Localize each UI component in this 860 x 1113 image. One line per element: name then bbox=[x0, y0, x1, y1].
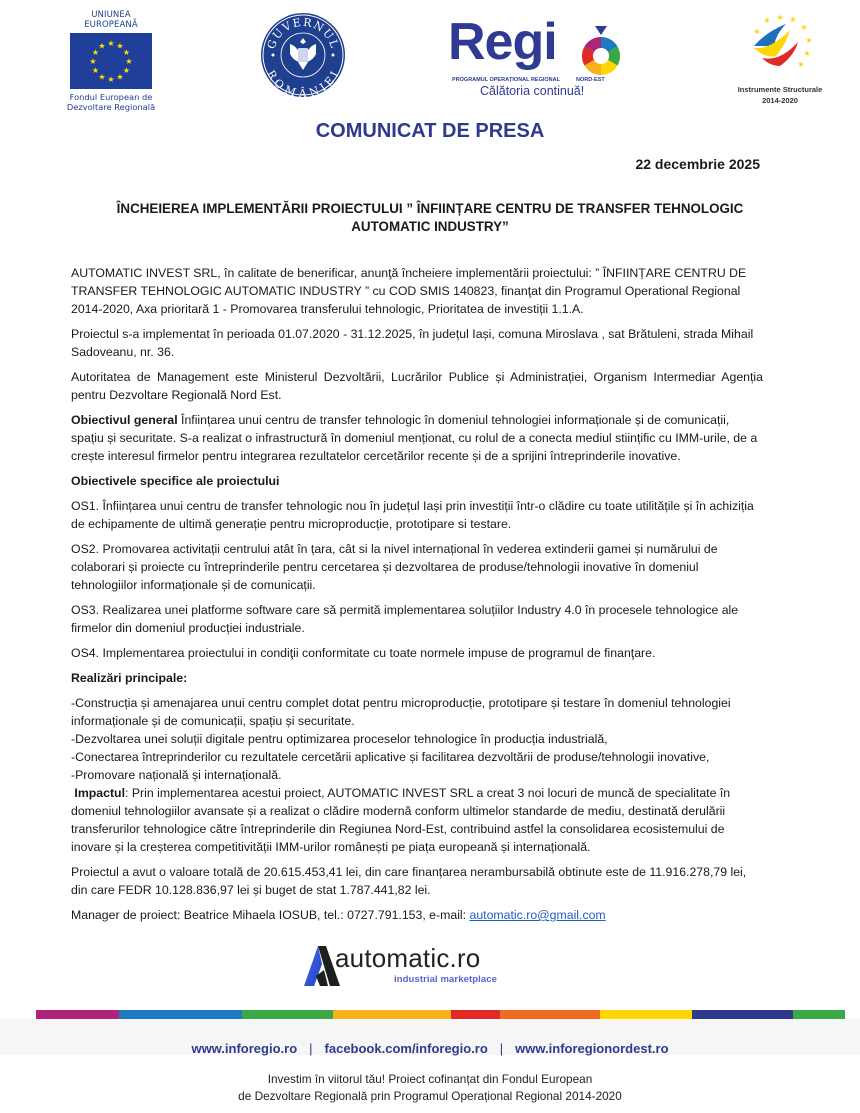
general-objective-text: Înființarea unui centru de transfer tehnologic în domeniul tehnologiei informaționale și de comunicații, spațiu și securitate. S-a realizat o infrastructură în domeniul menționat, cu rolul de a conecta mediul stiințific cu IMM-urile, de a crește interesul firmelor pentru integrarea rezultatelor cercetărilor recente și de a sprijini întreprinderile inovative. bbox=[71, 413, 758, 463]
eu-logo bbox=[66, 10, 156, 112]
eu-logo-top-text: UNIUNEA EUROPEANĂ bbox=[84, 10, 138, 30]
contact-text: Manager de proiect: Beatrice Mihaela IOSUB, tel.: 0727.791.153, e-mail: bbox=[71, 908, 470, 922]
footer-band-segment bbox=[600, 1010, 692, 1019]
achievements-list bbox=[71, 694, 763, 784]
budget-paragraph: Proiectul a avut o valoare totală de 20.615.453,41 lei, din care finanțarea nerambursabilă obtinute este de 11.916.278,79 lei, din care FEDR 10.128.836,97 lei și buget de stat 1.787.441,82 lei. bbox=[71, 865, 747, 897]
svg-text:★: ★ bbox=[800, 23, 808, 32]
regio-color-wheel-icon bbox=[579, 24, 627, 76]
footer-band-segment bbox=[793, 1010, 845, 1019]
impact-text: : Prin implementarea acestui proiect, AUTOMATIC INVEST SRL a creat 3 noi locuri de muncă de specialitate în domeniul tehnologiilor avansate și a realizat o clădire modernă conform ultimelor standarde de mediu, destinată derulării transferurilor tehnologice către întreprinderile din Regiunea Nord-Est, contribuind astfel la consolidarea ecosistemului de inovare și la creșterea competitivității IMM-urilor românești pe piața europeană și internațională. bbox=[71, 786, 731, 854]
impact-paragraph bbox=[71, 784, 763, 856]
eu-logo-bottom-line1: Fondul European de bbox=[69, 92, 153, 102]
footer-band-segment bbox=[692, 1010, 793, 1019]
romanian-government-seal bbox=[260, 12, 346, 98]
page-title: COMUNICAT DE PRESA bbox=[315, 120, 545, 142]
footer-tagline bbox=[0, 1071, 860, 1105]
regio-program-text: PROGRAMUL OPERAȚIONAL REGIONAL bbox=[452, 77, 560, 83]
automatic-ro-subtitle: industrial marketplace bbox=[394, 974, 498, 985]
objective-os1: OS1. Înființarea unui centru de transfer tehnologic nou în județul Iași prin investiții într-o clădire cu toate utilitățile și în achiziția de echipamente de ultimă generație pentru microproducție, prototipare si testare. bbox=[71, 499, 754, 531]
footer-tagline-line1: Investim în viitorul tău! Proiect cofinanțat din Fondul European bbox=[267, 1072, 593, 1086]
svg-text:★: ★ bbox=[789, 15, 797, 24]
regio-region-text: NORD-EST bbox=[576, 77, 605, 83]
svg-text:★: ★ bbox=[98, 72, 106, 82]
press-release-date: 22 decembrie 2025 bbox=[635, 156, 760, 172]
eu-stars bbox=[70, 33, 152, 89]
gov-seal-top-text: GUVERNUL bbox=[264, 15, 342, 51]
contact-paragraph bbox=[71, 906, 763, 924]
contact-email-link[interactable]: automatic.ro@gmail.com bbox=[469, 908, 606, 922]
footer-band-segment bbox=[119, 1010, 241, 1019]
instrumente-structurale-logo bbox=[728, 10, 832, 105]
svg-text:★: ★ bbox=[763, 16, 771, 25]
achievement-item: -Promovare națională și internațională. bbox=[71, 768, 282, 782]
achievements-heading-text: Realizări principale: bbox=[71, 671, 188, 685]
automatic-ro-wordmark: automatic.ro bbox=[335, 943, 481, 973]
regio-tagline: Călătoria continuă! bbox=[480, 84, 585, 98]
footer-separator: | bbox=[499, 1041, 504, 1056]
is-caption-line1: Instrumente Structurale bbox=[737, 85, 823, 94]
footer-link-inforegio[interactable]: www.inforegio.ro bbox=[191, 1041, 298, 1056]
footer-link-inforegionordest[interactable]: www.inforegionordest.ro bbox=[515, 1041, 669, 1056]
structural-instruments-emblem-icon bbox=[738, 10, 822, 78]
specific-objectives-heading-text: Obiectivele specifice ale proiectului bbox=[71, 474, 280, 488]
headline-line2: AUTOMATIC INDUSTRY” bbox=[351, 219, 509, 234]
svg-text:★: ★ bbox=[91, 48, 100, 57]
impact-label: Impactul bbox=[74, 786, 125, 800]
svg-text:★: ★ bbox=[89, 57, 97, 66]
regio-logo-word: Regi bbox=[448, 13, 557, 71]
automatic-ro-logo bbox=[302, 942, 532, 990]
intro-paragraph: AUTOMATIC INVEST SRL, în calitate de benerificar, anunţă încheiere implementării proiectului: ” ÎNFIINȚARE CENTRU DE TRANSFER TEHNOLOGIC AUTOMATIC INDUSTRY ” cu COD SMIS 140823, finanţat din Programul Operational Regional 2014-2020, Axa prioritară 1 - Promovarea transferului tehnologic, Prioritatea de investiții 1.1.A. bbox=[71, 266, 747, 316]
svg-text:★: ★ bbox=[91, 66, 100, 75]
achievement-item: -Construcția și amenajarea unui centru complet dotat pentru microproducție, prototipare și testare în domeniul tehnologiei informaționale și de comunicații, spațiu și securitate. bbox=[71, 696, 731, 728]
svg-text:★: ★ bbox=[98, 41, 106, 51]
achievements-heading bbox=[71, 669, 763, 687]
svg-text:★: ★ bbox=[776, 13, 784, 22]
footer-band-segment bbox=[333, 1010, 451, 1019]
press-release-body bbox=[71, 264, 763, 931]
general-objective-label: Obiectivul general bbox=[71, 413, 178, 427]
svg-text:★: ★ bbox=[122, 48, 131, 57]
general-objective-paragraph bbox=[71, 411, 763, 465]
authority-paragraph: Autoritatea de Management este Ministerul Dezvoltării, Lucrărilor Publice și Administrației, Organism Intermediar Agenția pentru Dezvoltare Regională Nord Est. bbox=[71, 370, 763, 402]
svg-text:★: ★ bbox=[107, 39, 115, 48]
is-caption-line2: 2014-2020 bbox=[762, 96, 798, 105]
objective-os2: OS2. Promovarea activitații centrului atât în țara, cât si la nivel internațional în vederea extinderii gamei și numărului de colaborari și proiecte cu întreprinderile pentru cercetarea și dezvoltarea de produse/tehnologii inovative în domeniul tehnologiilor informaționale și de comunicații. bbox=[71, 542, 718, 592]
headline-line1: ÎNCHEIEREA IMPLEMENTĂRII PROIECTULUI ” ÎNFIINȚARE CENTRU DE TRANSFER TEHNOLOGIC bbox=[116, 201, 744, 216]
footer-band-segment bbox=[451, 1010, 499, 1019]
specific-objectives-heading bbox=[71, 472, 763, 490]
objective-os4: OS4. Implementarea proiectului in condiţii conformitate cu toate normele impuse de programul de finanţare. bbox=[71, 646, 656, 660]
objective-os3: OS3. Realizarea unei platforme software care să permită implementarea soluțiilor Industry 4.0 în procesele tehnologice ale firmelor din domeniul producției industriale. bbox=[71, 603, 739, 635]
svg-text:★: ★ bbox=[125, 57, 133, 66]
svg-text:★: ★ bbox=[797, 60, 805, 69]
svg-text:★: ★ bbox=[753, 27, 761, 36]
svg-text:★: ★ bbox=[803, 49, 811, 58]
svg-text:★: ★ bbox=[122, 66, 131, 75]
footer-band-segment bbox=[36, 1010, 119, 1019]
svg-text:★: ★ bbox=[805, 36, 813, 45]
footer-band-segment bbox=[242, 1010, 334, 1019]
footer-link-facebook[interactable]: facebook.com/inforegio.ro bbox=[324, 1041, 488, 1056]
svg-text:★: ★ bbox=[116, 41, 124, 51]
achievement-item: -Dezvoltarea unei soluții digitale pentru optimizarea proceselor tehnologice în producția industrială, bbox=[71, 732, 608, 746]
gov-seal-bottom-text: ROMÂNIEI bbox=[264, 68, 343, 98]
eu-flag-icon bbox=[70, 33, 152, 89]
achievement-item: -Conectarea întreprinderilor cu rezultatele cercetării aplicative și facilitarea dezvoltării de produse/tehnologii inovative, bbox=[71, 750, 710, 764]
svg-text:★: ★ bbox=[107, 75, 115, 84]
period-paragraph: Proiectul s-a implementat în perioada 01.07.2020 - 31.12.2025, în județul Iași, comuna Miroslava , sat Brătuleni, strada Mihail Sadoveanu, nr. 36. bbox=[71, 327, 754, 359]
regio-logo bbox=[448, 13, 628, 98]
headline bbox=[80, 200, 780, 236]
footer-separator: | bbox=[309, 1041, 313, 1056]
footer-links bbox=[0, 1041, 860, 1056]
svg-text:★: ★ bbox=[116, 72, 124, 82]
footer-tagline-line2: de Dezvoltare Regională prin Programul Operațional Regional 2014-2020 bbox=[238, 1089, 622, 1103]
eu-logo-bottom-line2: Dezvoltare Regională bbox=[66, 102, 156, 112]
footer-color-band bbox=[36, 1010, 845, 1019]
footer-band-segment bbox=[500, 1010, 601, 1019]
